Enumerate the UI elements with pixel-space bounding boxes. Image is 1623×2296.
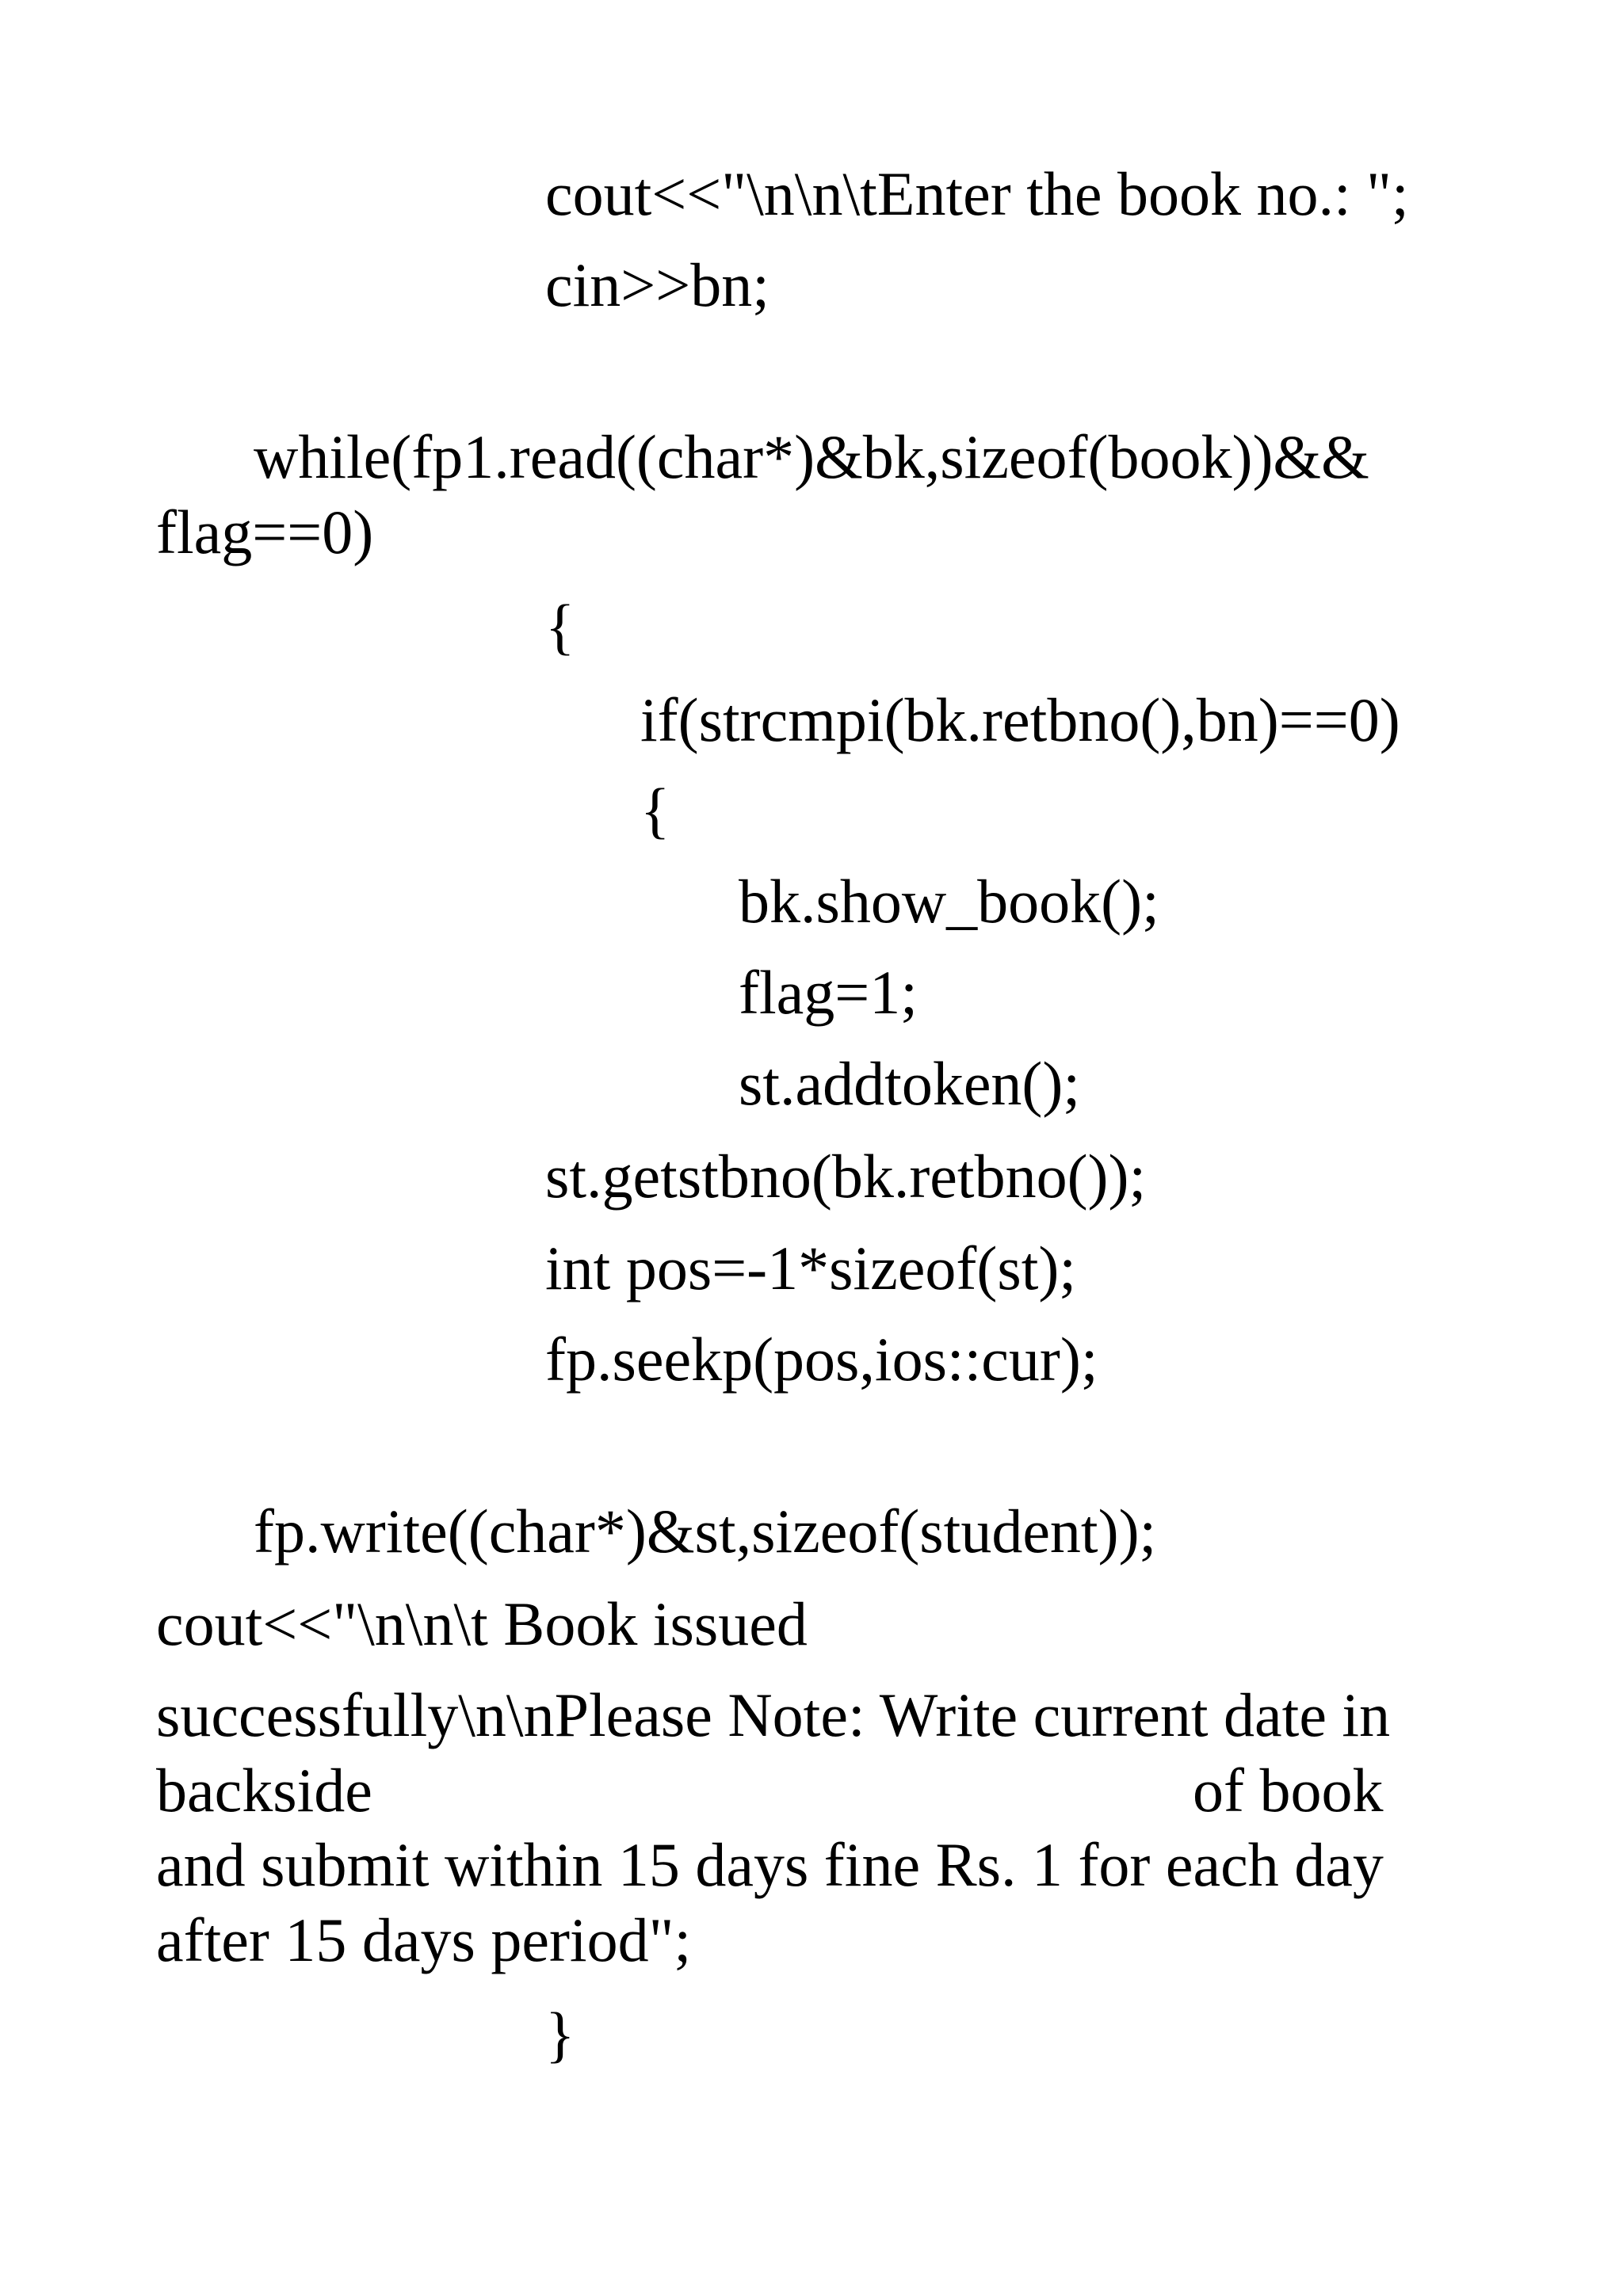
code-line-open-brace-if: { bbox=[640, 776, 670, 845]
code-line-flag-condition: flag==0) bbox=[156, 498, 374, 566]
code-line-successfully-note: successfully\n\nPlease Note: Write current date in bbox=[156, 1680, 1391, 1749]
code-line-cout-book-issued: cout<<"\n\n\t Book issued bbox=[156, 1589, 808, 1658]
code-line-getstbno: st.getstbno(bk.retbno()); bbox=[545, 1142, 1147, 1211]
code-line-int-pos: int pos=-1*sizeof(st); bbox=[545, 1234, 1077, 1302]
code-line-of-book: of book bbox=[1193, 1756, 1384, 1825]
code-line-close-brace: } bbox=[545, 2000, 575, 2069]
code-line-seekp: fp.seekp(pos,ios::cur); bbox=[545, 1325, 1098, 1394]
code-line-submit-within: and submit within 15 days fine Rs. 1 for each day bbox=[156, 1830, 1384, 1899]
code-line-open-brace-while: { bbox=[545, 592, 575, 661]
code-line-addtoken: st.addtoken(); bbox=[739, 1049, 1081, 1118]
code-line-backside: backside bbox=[156, 1756, 372, 1825]
code-line-cin-bn: cin>>bn; bbox=[545, 250, 769, 319]
code-line-while-read: while(fp1.read((char*)&bk,sizeof(book))&& bbox=[254, 422, 1369, 491]
code-line-flag-set: flag=1; bbox=[739, 958, 918, 1027]
code-line-if-strcmpi: if(strcmpi(bk.retbno(),bn)==0) bbox=[640, 685, 1400, 754]
code-line-after-period: after 15 days period"; bbox=[156, 1905, 692, 1974]
code-line-cout-enter-book-no: cout<<"\n\n\tEnter the book no.: "; bbox=[545, 159, 1409, 228]
code-line-fp-write: fp.write((char*)&st,sizeof(student)); bbox=[254, 1497, 1157, 1566]
code-line-show-book: bk.show_book(); bbox=[739, 867, 1159, 936]
